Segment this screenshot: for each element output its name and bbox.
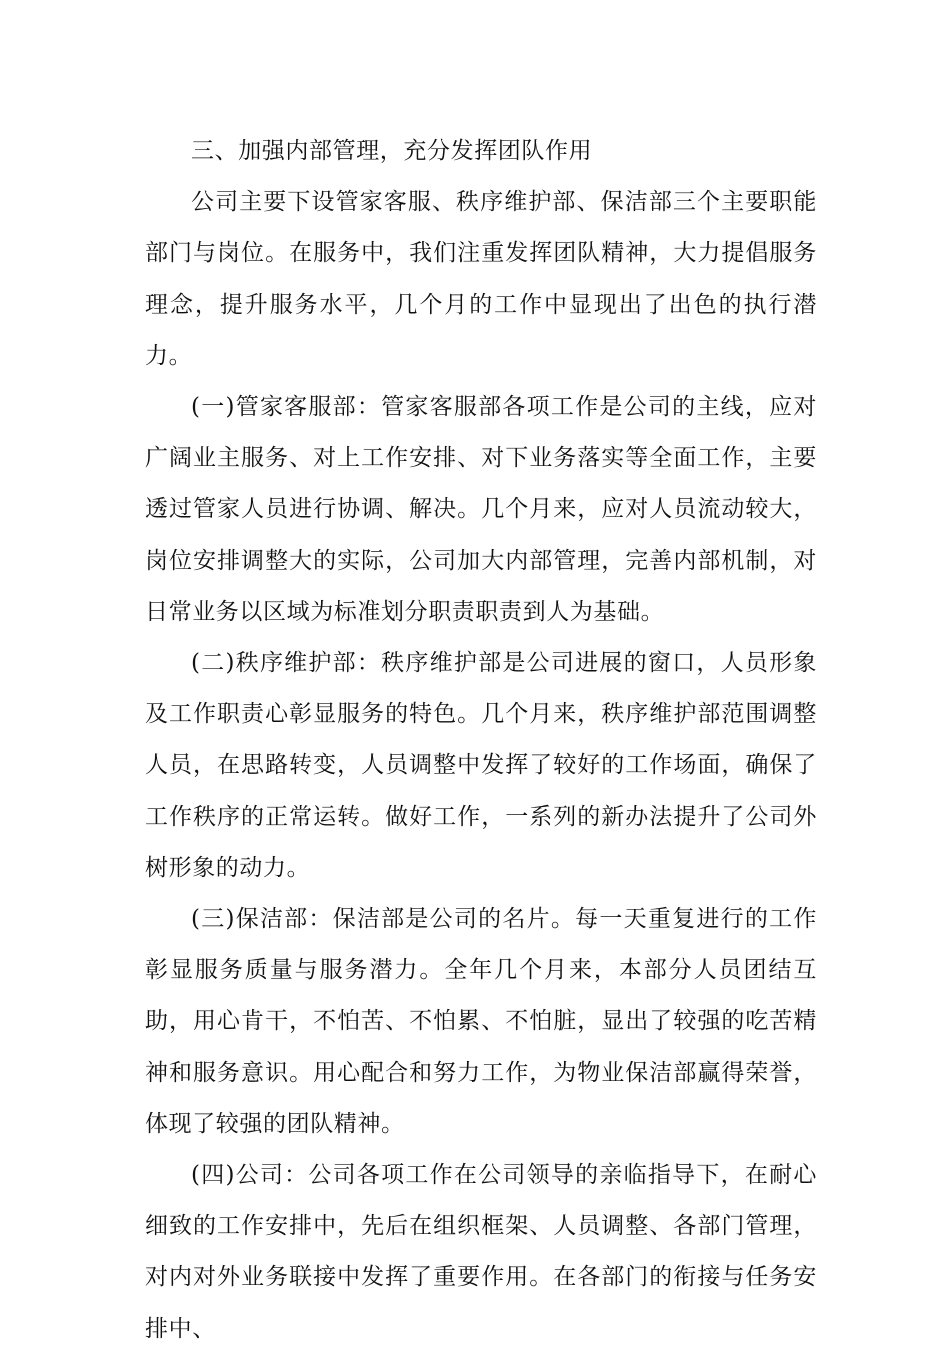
document-body (145, 126, 817, 1355)
paragraph-order-maintenance: (二)秩序维护部：秩序维护部是公司进展的窗口，人员形象及工作职责心彰显服务的特色。几个月来，秩序维护部范围调整人员，在思路转变，人员调整中发挥了较好的工作场面，确保了工作秩序的正常运转。做好工作，一系列的新办法提升了公司外树形象的动力。 (145, 650, 817, 881)
paragraph-company: (四)公司：公司各项工作在公司领导的亲临指导下，在耐心细致的工作安排中，先后在组织框架、人员调整、各部门管理，对内对外业务联接中发挥了重要作用。在各部门的衔接与任务安排中、 (145, 1162, 817, 1342)
section-heading: 三、加强内部管理，充分发挥团队作用 (191, 138, 593, 164)
paragraph-cleaning: (三)保洁部：保洁部是公司的名片。每一天重复进行的工作彰显服务质量与服务潜力。全年几个月来，本部分人员团结互助，用心肯干，不怕苦、不怕累、不怕脏，显出了较强的吃苦精神和服务意识。用心配合和努力工作，为物业保洁部赢得荣誉，体现了较强的团队精神。 (145, 906, 817, 1137)
paragraph-butler-service: (一)管家客服部：管家客服部各项工作是公司的主线，应对广阔业主服务、对上工作安排、对下业务落实等全面工作，主要透过管家人员进行协调、解决。几个月来，应对人员流动较大，岗位安排调整大的实际，公司加大内部管理，完善内部机制，对日常业务以区域为标准划分职责职责到人为基础。 (145, 394, 817, 625)
paragraph-departments-overview: 公司主要下设管家客服、秩序维护部、保洁部三个主要职能部门与岗位。在服务中，我们注重发挥团队精神，大力提倡服务理念，提升服务水平，几个月的工作中显现出了出色的执行潜力。 (145, 189, 817, 369)
